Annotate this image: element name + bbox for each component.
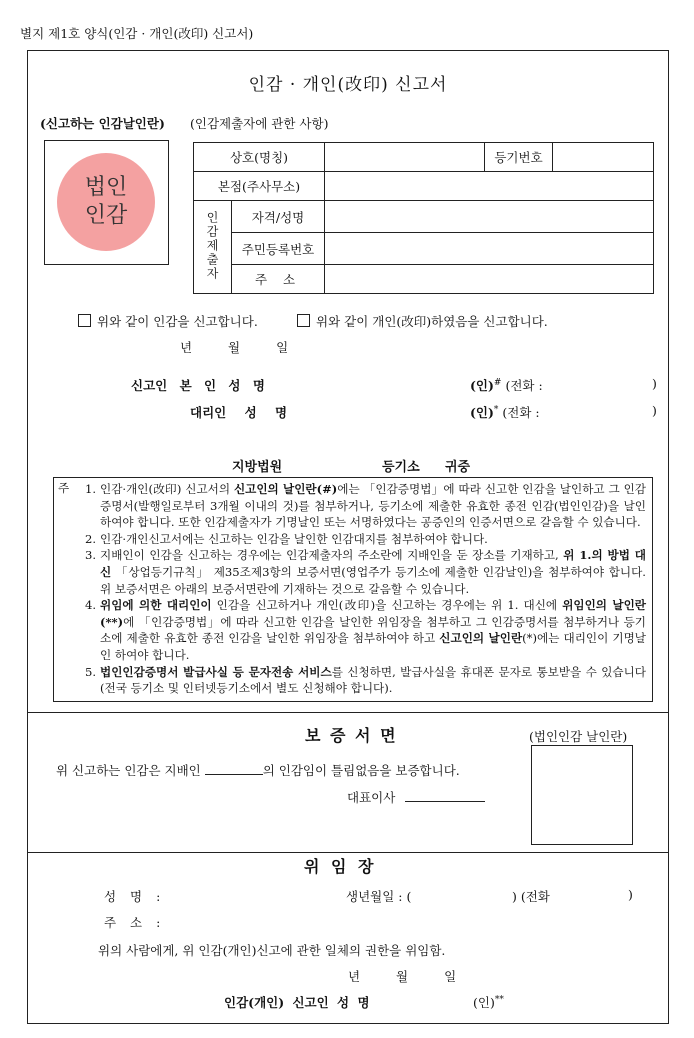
note-text-emphasis: 신고인의 날인란(#) — [233, 482, 338, 496]
qualification-name-field[interactable] — [325, 201, 654, 233]
note-item — [74, 664, 646, 697]
registry-office-label: 등기소 — [382, 460, 420, 475]
note-text — [100, 664, 646, 697]
qualification-name-label: 자격/성명 — [232, 201, 325, 233]
note-text-emphasis: 위임인의 날인란(**) — [100, 598, 646, 629]
note-number: 1. — [84, 482, 96, 496]
submitter-info-table — [193, 142, 654, 294]
note-item — [74, 531, 646, 548]
representative-name-blank[interactable] — [405, 788, 485, 802]
note-text-segment: 에는 「인감증명법」에 따라 신고한 인감을 날인하고 그 인감증명서(발행일로부터 3개월 이내의 것)를 첨부하거나, 등기소에 제출한 유효한 종전 인감(법인인감)을 날인하여야 합니다. 또한 인감제출자가 기명날인 또는 서명하였다는 공증인의 인증서면으로 갈음할 수 있습니다. — [100, 482, 647, 530]
reporter-name-label: 신고인 본 인 성 명 — [131, 378, 265, 393]
note-text — [100, 547, 646, 597]
note-text-segment: 인감·개인신고서에는 신고하는 인감을 날인한 인감대지를 첨부하여야 합니다. — [100, 531, 488, 546]
signer-name-label: 인감(개인) 신고인 성 명 — [224, 995, 370, 1010]
addressee-suffix: 귀중 — [445, 460, 471, 475]
attorney-statement: 위의 사람에게, 위 인감(개인)신고에 관한 일체의 권한을 위임함. — [98, 943, 446, 958]
note-item — [74, 547, 646, 597]
manager-name-blank[interactable] — [205, 761, 263, 775]
note-text-segment: 인감을 신고하거나 개인(改印)을 신고하는 경우에는 위 1. 대신에 — [211, 598, 563, 613]
agent-seal-mark: (인) — [470, 405, 494, 420]
registry-no-field[interactable] — [553, 143, 654, 172]
note-text-segment: (*)에는 대리인이 기명날인 하여야 합니다. — [100, 631, 646, 662]
address-field[interactable] — [325, 265, 654, 294]
page-title: 인감 · 개인(改印) 신고서 — [248, 75, 448, 95]
note-item — [74, 597, 646, 663]
note-text — [100, 531, 646, 548]
note-text-segment: 에 「인감증명법」에 따라 신고한 인감을 날인한 위임장을 첨부하고 그 인감증명서를 첨부하거나 등기소에 제출한 유효한 종전 인감을 날인한 위임장을 첨부하여야 하고 — [100, 614, 646, 646]
reporter-seal-symbol: # — [493, 377, 502, 388]
seal-heading: (신고하는 인감날인란) — [40, 116, 165, 131]
submitter-group-label: 인감제출자 — [205, 210, 219, 281]
representative-label: 대표이사 — [347, 790, 396, 805]
section-divider-attorney — [27, 852, 669, 853]
note-text-emphasis: 위 1.의 방법 대신 — [100, 548, 646, 579]
registry-no-label: 등기번호 — [485, 143, 553, 172]
corporate-stamp-area[interactable] — [531, 745, 633, 845]
note-text-emphasis: 위임에 의한 대리인이 — [100, 598, 212, 613]
attorney-title: 위 임 장 — [304, 857, 377, 876]
address-label: 주 소 — [232, 265, 325, 294]
note-text-segment: 를 신청하면, 발급사실을 휴대폰 문자로 통보받을 수 있습니다(전국 등기소 및 인터넷등기소에서 별도 신청해야 합니다). — [100, 664, 646, 696]
note-number: 5. — [84, 664, 96, 679]
note-text-segment: 「상업등기규칙」 제35조제3항의 보증서면(영업주가 등기소에 제출한 인감날인)을 첨부하여야 합니다. 위 보증서면은 아래의 보증서면란에 기재하는 것으로 갈음할 수 있습니다. — [100, 564, 646, 596]
report-seal-label: 위와 같이 인감을 신고합니다. — [97, 314, 258, 329]
report-change-checkbox[interactable] — [297, 314, 310, 327]
note-text — [100, 597, 646, 663]
corporate-seal-stamp — [57, 153, 155, 251]
form-label: 별지 제1호 양식(인감 · 개인(改印) 신고서) — [20, 26, 254, 41]
attorney-name-label: 성 명 : — [104, 889, 161, 904]
note-number: 4. — [84, 598, 96, 613]
company-name-label: 상호(명칭) — [194, 143, 325, 172]
stamp-area-label: (법인인감 날인란) — [529, 729, 628, 744]
seal-stamp-text: 법인 인감 — [84, 175, 128, 228]
seal-stamp-area[interactable] — [44, 140, 169, 265]
note-text-emphasis: 법인인감증명서 발급사실 등 문자전송 서비스 — [100, 664, 332, 679]
guarantee-text-after: 의 인감임이 틀림없음을 보증합니다. — [262, 763, 460, 778]
attorney-address-label: 주 소 : — [104, 915, 161, 930]
report-date: 년 월 일 — [180, 340, 289, 355]
head-office-field[interactable] — [325, 172, 654, 201]
reporter-phone-close: ) — [652, 376, 657, 391]
reporter-seal-mark: (인) — [470, 378, 494, 393]
resident-no-label: 주민등록번호 — [232, 233, 325, 265]
attorney-birth-label: 생년월일 : ( — [346, 889, 412, 904]
note-text — [100, 481, 646, 531]
agent-name-label: 대리인 성 명 — [190, 405, 288, 420]
guarantee-text-before: 위 신고하는 인감은 지배인 — [56, 763, 201, 778]
agent-seal-symbol: * — [493, 404, 499, 415]
report-seal-checkbox[interactable] — [78, 314, 91, 327]
reporter-phone-label: (전화 : — [505, 378, 543, 393]
agent-phone-label: (전화 : — [502, 405, 540, 420]
attorney-date: 년 월 일 — [348, 969, 457, 984]
signer-seal-symbol: ** — [494, 994, 504, 1005]
note-item — [74, 481, 646, 531]
report-change-label: 위와 같이 개인(改印)하였음을 신고합니다. — [316, 314, 548, 329]
agent-phone-close: ) — [652, 403, 657, 418]
attorney-phone-label: ) (전화 — [512, 889, 550, 904]
resident-no-field[interactable] — [325, 233, 654, 265]
notes-box — [53, 477, 653, 702]
attorney-phone-close: ) — [628, 887, 633, 902]
signer-seal-mark: (인) — [473, 995, 495, 1010]
note-number: 2. — [84, 531, 96, 546]
note-text-emphasis: 신고인의 날인란 — [439, 631, 523, 646]
note-text-segment: 지배인이 인감을 신고하는 경우에는 인감제출자의 주소란에 지배인을 둔 장소를 기재하고, — [100, 548, 564, 563]
note-text-segment: 인감·개인(改印) 신고서의 — [100, 482, 234, 496]
court-label: 지방법원 — [232, 460, 283, 475]
note-number: 3. — [84, 548, 96, 563]
head-office-label: 본점(주사무소) — [194, 172, 325, 201]
section-divider-guarantee — [27, 712, 669, 713]
guarantee-title: 보 증 서 면 — [305, 726, 398, 745]
notes-prefix: 주 — [58, 481, 70, 495]
company-name-field[interactable] — [325, 143, 485, 172]
submitter-heading: (인감제출자에 관한 사항) — [190, 116, 329, 131]
